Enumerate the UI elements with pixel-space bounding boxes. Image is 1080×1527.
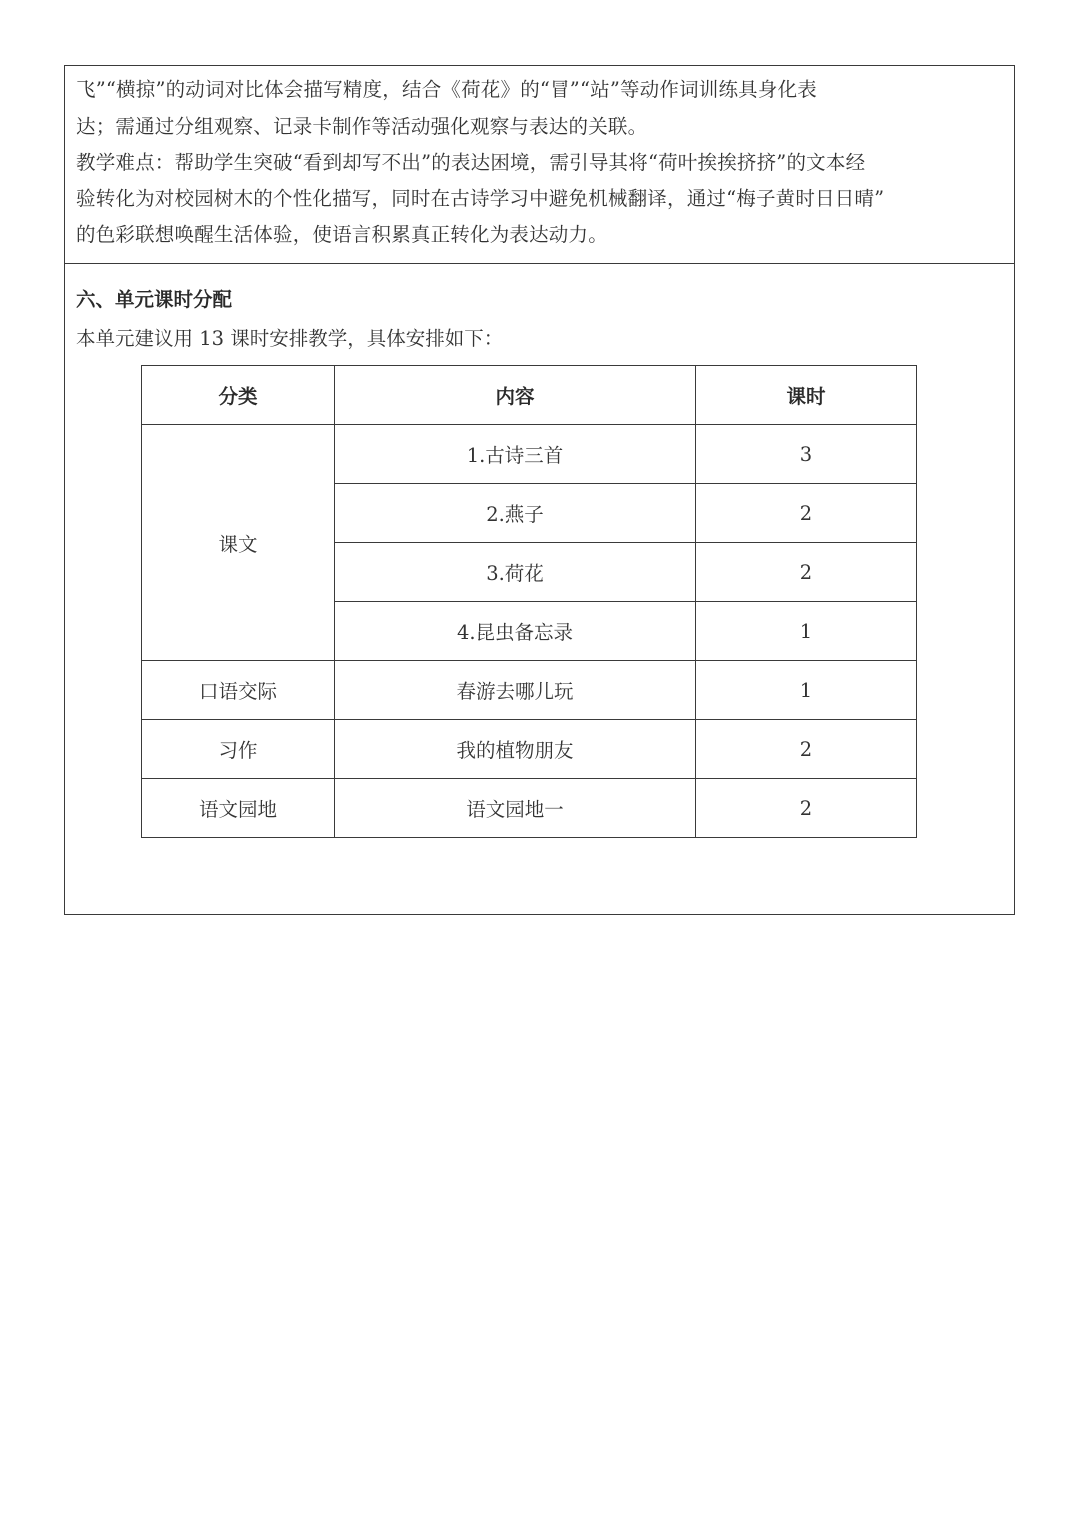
lesson-plan-table — [141, 365, 917, 838]
hours-cell: 2 — [696, 779, 917, 838]
header-content: 内容 — [335, 366, 696, 425]
category-cell: 习作 — [142, 720, 335, 779]
category-cell: 课文 — [142, 425, 335, 661]
section-heading: 六、单元课时分配 — [76, 288, 233, 311]
category-cell: 口语交际 — [142, 661, 335, 720]
paragraph-line: 达；需通过分组观察、记录卡制作等活动强化观察与表达的关联。 — [76, 115, 648, 138]
hours-cell: 2 — [696, 720, 917, 779]
paragraph-line: 飞”“横掠”的动词对比体会描写精度，结合《荷花》的“冒”“站”等动作词训练具身化表 — [76, 78, 817, 101]
content-cell: 4.昆虫备忘录 — [335, 602, 696, 661]
hours-cell: 2 — [696, 543, 917, 602]
category-cell: 语文园地 — [142, 779, 335, 838]
hours-cell: 2 — [696, 484, 917, 543]
table-row — [142, 661, 917, 720]
table-row — [142, 720, 917, 779]
content-cell: 语文园地一 — [335, 779, 696, 838]
content-cell: 3.荷花 — [335, 543, 696, 602]
teaching-notes-section — [65, 66, 1014, 264]
hours-cell: 1 — [696, 602, 917, 661]
section-intro: 本单元建议用 13 课时安排教学，具体安排如下： — [76, 327, 504, 350]
table-row — [142, 779, 917, 838]
paragraph-line: 教学难点：帮助学生突破“看到却写不出”的表达困境，需引导其将“荷叶挨挨挤挤”的文本经 — [76, 151, 866, 174]
paragraph-line: 验转化为对校园树木的个性化描写，同时在古诗学习中避免机械翻译，通过“梅子黄时日日晴” — [76, 187, 885, 210]
document-frame — [64, 65, 1015, 915]
hours-cell: 1 — [696, 661, 917, 720]
header-hours: 课时 — [696, 366, 917, 425]
table-row — [142, 425, 917, 484]
paragraph-line: 的色彩联想唤醒生活体验，使语言积累真正转化为表达动力。 — [76, 223, 608, 246]
hours-cell: 3 — [696, 425, 917, 484]
content-cell: 我的植物朋友 — [335, 720, 696, 779]
content-cell: 春游去哪儿玩 — [335, 661, 696, 720]
table-header-row — [142, 366, 917, 425]
content-cell: 1.古诗三首 — [335, 425, 696, 484]
header-category: 分类 — [142, 366, 335, 425]
content-cell: 2.燕子 — [335, 484, 696, 543]
